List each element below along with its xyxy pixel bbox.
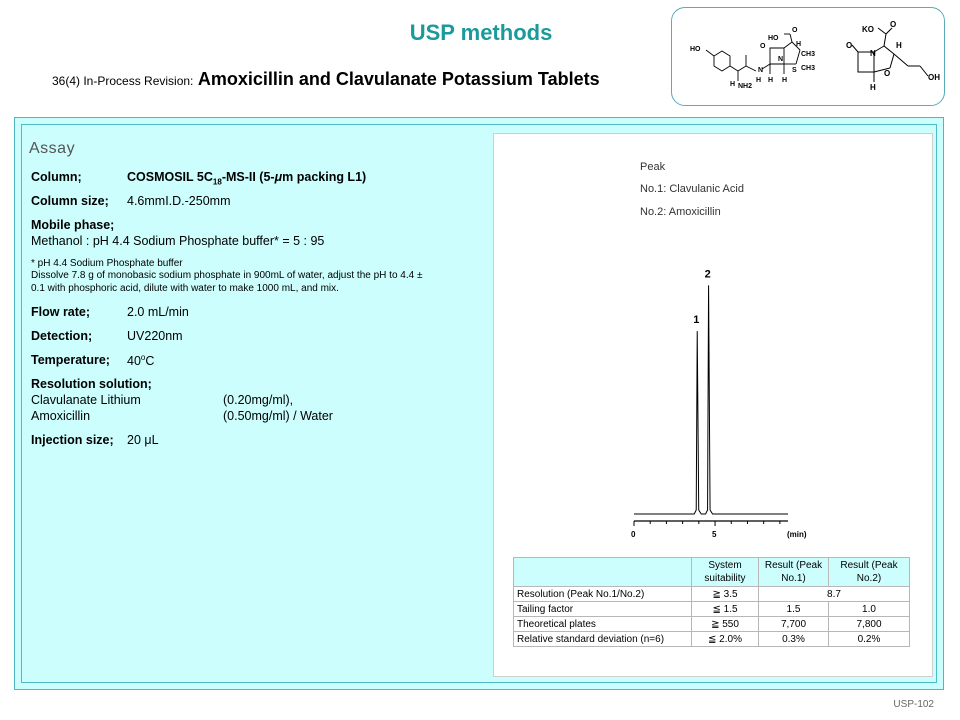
temperature-label: Temperature;	[31, 353, 110, 367]
row-result-merged: 8.7	[759, 587, 910, 602]
column-size-row	[31, 194, 231, 208]
resolution-item-1-conc: (0.20mg/ml),	[223, 393, 294, 407]
row-result-2: 0.2%	[829, 632, 910, 647]
subtitle-main: Amoxicillin and Clavulanate Potassium Tablets	[197, 69, 600, 89]
resolution-item-1	[31, 393, 294, 407]
temperature-value	[127, 353, 154, 368]
svg-text:KO: KO	[862, 25, 874, 34]
temperature-row	[31, 353, 155, 369]
page-subtitle	[52, 69, 600, 90]
svg-text:CH3: CH3	[801, 51, 816, 58]
buffer-note-1: * pH 4.4 Sodium Phosphate buffer	[31, 258, 183, 269]
svg-text:S: S	[792, 67, 797, 74]
row-suitability: ≧ 3.5	[692, 587, 759, 602]
temperature-degree: o	[140, 353, 146, 362]
row-result-1: 7,700	[759, 617, 829, 632]
buffer-note-2: Dissolve 7.8 g of monobasic sodium phosphate in 900mL of water, adjust the pH to 4.4 ±	[31, 270, 423, 281]
table-header-row	[514, 558, 910, 587]
row-suitability: ≦ 1.5	[692, 602, 759, 617]
chemical-structures	[672, 8, 944, 105]
column-value	[127, 170, 366, 187]
svg-text:HO: HO	[690, 46, 701, 53]
row-suitability: ≦ 2.0%	[692, 632, 759, 647]
svg-text:H: H	[782, 77, 788, 84]
svg-text:N: N	[778, 56, 784, 63]
row-result-2: 7,800	[829, 617, 910, 632]
row-name: Resolution (Peak No.1/No.2)	[514, 587, 692, 602]
peak-legend-title: Peak	[640, 161, 666, 173]
detection-value: UV220nm	[127, 329, 183, 343]
page-code: USP-102	[893, 699, 934, 710]
flow-rate-label: Flow rate;	[31, 305, 91, 319]
x-tick-label: 0	[631, 530, 636, 539]
page-title: USP methods	[409, 20, 553, 45]
column-value-part: m packing L1)	[282, 170, 367, 184]
svg-text:HO: HO	[768, 35, 779, 42]
resolution-label: Resolution solution;	[31, 377, 152, 391]
svg-text:H: H	[768, 77, 774, 84]
flow-rate-value: 2.0 mL/min	[127, 305, 189, 319]
row-name: Theoretical plates	[514, 617, 692, 632]
row-result-1: 0.3%	[759, 632, 829, 647]
subtitle-prefix: 36(4) In-Process Revision:	[52, 74, 194, 88]
resolution-label-row	[31, 377, 152, 391]
results-table	[513, 557, 910, 647]
svg-text:H: H	[730, 81, 736, 88]
svg-text:H: H	[796, 41, 802, 48]
resolution-item-2-conc: (0.50mg/ml) / Water	[223, 409, 333, 423]
svg-text:O: O	[890, 20, 897, 29]
table-header-result-2: Result (Peak No.2)	[829, 558, 910, 587]
peak-label-2: 2	[704, 268, 711, 281]
svg-text:N: N	[870, 49, 876, 58]
table-header-suitability: System suitability	[692, 558, 759, 587]
svg-text:O: O	[846, 41, 853, 50]
column-value-mu: μ	[274, 170, 283, 184]
column-value-subscript: 18	[212, 177, 222, 187]
mobile-phase-label-row	[31, 218, 114, 232]
svg-text:O: O	[884, 69, 891, 78]
table-row	[514, 602, 910, 617]
assay-heading: Assay	[29, 140, 76, 157]
detection-label: Detection;	[31, 329, 93, 343]
x-axis-label: (min)	[787, 530, 807, 539]
injection-label: Injection size;	[31, 433, 114, 447]
svg-text:NH2: NH2	[738, 83, 753, 90]
table-row	[514, 617, 910, 632]
svg-text:H: H	[870, 83, 876, 92]
injection-value: 20 μL	[127, 433, 159, 447]
resolution-item-2-name: Amoxicillin	[31, 409, 91, 423]
amoxicillin-structure	[706, 34, 800, 81]
row-name: Relative standard deviation (n=6)	[514, 632, 692, 647]
resolution-item-1-name: Clavulanate Lithium	[31, 393, 141, 407]
column-label: Column;	[31, 170, 82, 184]
row-result-1: 1.5	[759, 602, 829, 617]
column-row	[31, 170, 367, 187]
peak-legend-2: No.2: Amoxicillin	[640, 206, 721, 218]
temperature-unit: C	[145, 354, 155, 369]
svg-text:H: H	[756, 77, 762, 84]
column-size-label: Column size;	[31, 194, 109, 208]
resolution-item-2	[31, 409, 333, 423]
table-row	[514, 632, 910, 647]
x-tick-label: 5	[712, 530, 717, 539]
injection-row	[31, 433, 159, 447]
svg-text:N: N	[758, 67, 764, 74]
mobile-phase-label: Mobile phase;	[31, 218, 115, 232]
flow-rate-row	[31, 305, 189, 319]
buffer-note-3: 0.1 with phosphoric acid, dilute with water to make 1000 mL, and mix.	[31, 283, 339, 294]
row-name: Tailing factor	[514, 602, 692, 617]
peak-legend-1: No.1: Clavulanic Acid	[640, 183, 744, 195]
table-header-empty	[514, 558, 692, 587]
row-result-2: 1.0	[829, 602, 910, 617]
column-value-part: -MS-II (5-	[221, 170, 275, 184]
detection-row	[31, 329, 183, 343]
chemical-structure-box	[671, 7, 945, 106]
svg-text:O: O	[760, 43, 766, 50]
svg-text:OH: OH	[928, 73, 940, 82]
column-value-part: COSMOSIL 5C	[127, 170, 213, 184]
svg-text:CH3: CH3	[801, 65, 816, 72]
row-suitability: ≧ 550	[692, 617, 759, 632]
svg-text:H: H	[896, 41, 902, 50]
mobile-phase-value: Methanol : pH 4.4 Sodium Phosphate buffer* = 5 : 95	[31, 234, 325, 248]
temperature-number: 40	[127, 354, 141, 369]
amoxicillin-labels	[690, 27, 815, 90]
peak-label-1: 1	[693, 314, 700, 327]
table-row	[514, 587, 910, 602]
table-header-result-1: Result (Peak No.1)	[759, 558, 829, 587]
svg-text:O: O	[792, 27, 798, 34]
column-size-value: 4.6mmI.D.-250mm	[127, 194, 231, 208]
